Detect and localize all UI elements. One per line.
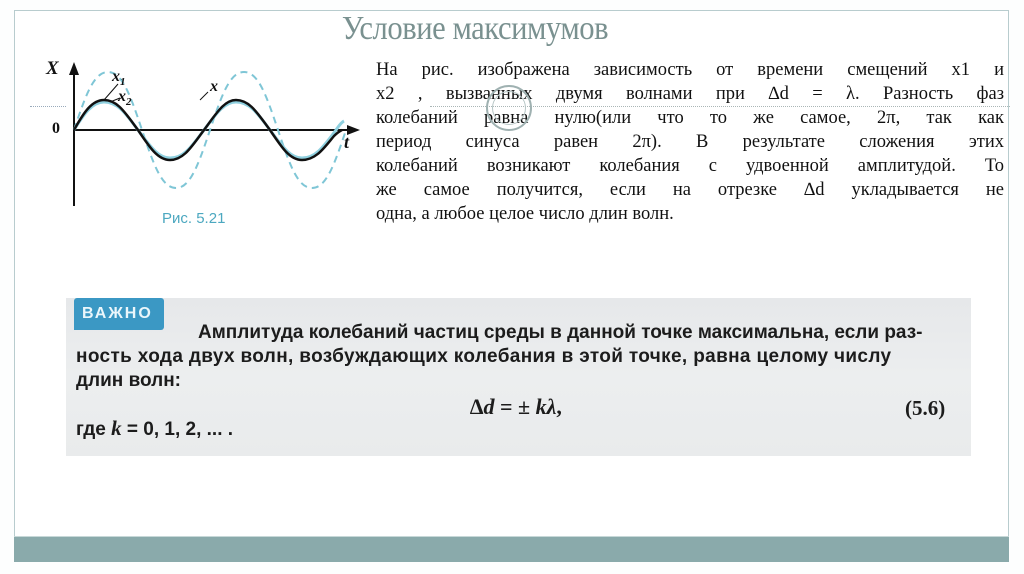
formula-number: (5.6) xyxy=(905,396,946,420)
paragraph-line: колебаний равна нулю(или что то же самое, 2π, так как xyxy=(376,108,1004,128)
explanation-paragraph xyxy=(376,58,1004,226)
axis-x-label: t xyxy=(344,132,350,152)
formula-rhs: kλ xyxy=(535,394,557,419)
formula-where xyxy=(76,416,233,441)
cursor-highlight-icon xyxy=(486,85,532,131)
paragraph-line: колебаний возникают колебания с удвоенной амплитудой. То xyxy=(376,156,1004,176)
important-text-line: Амплитуда колебаний частиц среды в данной точке максимальна, если раз- xyxy=(198,322,923,343)
curve-label-x: x xyxy=(210,78,218,95)
figure-caption: Рис. 5.21 xyxy=(162,210,226,227)
important-text-line: ность хода двух волн, возбуждающих колебания в этой точке, равна целому числу xyxy=(76,346,892,367)
paragraph-line: одна, а любое целое число длин волн. xyxy=(376,204,674,224)
formula-lhs: ∆d xyxy=(470,394,495,419)
formula-operator: = ± xyxy=(494,394,536,419)
paragraph-line: период синуса равен 2π). В результате сложения этих xyxy=(376,132,1004,152)
axis-y-label: X xyxy=(46,58,59,79)
where-prefix: где xyxy=(76,419,112,440)
paragraph-line: x2 , вызванных двумя волнами при ∆d = λ. Разность фаз xyxy=(376,84,1004,104)
where-suffix: = 0, 1, 2, ... . xyxy=(121,419,234,440)
curve-label-x2: $x_2$ xyxy=(118,88,132,109)
footer-bar xyxy=(14,536,1009,562)
paragraph-line: же самое получится, если на отрезке ∆d укладывается не xyxy=(376,180,1004,200)
important-badge: ВАЖНО xyxy=(74,298,164,330)
paragraph-line: На рис. изображена зависимость от времени смещений x1 и xyxy=(376,60,1004,80)
important-text-line: длин волн: xyxy=(76,370,182,391)
formula xyxy=(470,394,562,420)
formula-suffix: , xyxy=(556,394,562,419)
slide-title: Условие максимумов xyxy=(341,10,609,47)
origin-label: 0 xyxy=(52,120,60,137)
where-var: k xyxy=(111,416,122,440)
curve-label-x1: $x_1$ xyxy=(112,68,126,89)
